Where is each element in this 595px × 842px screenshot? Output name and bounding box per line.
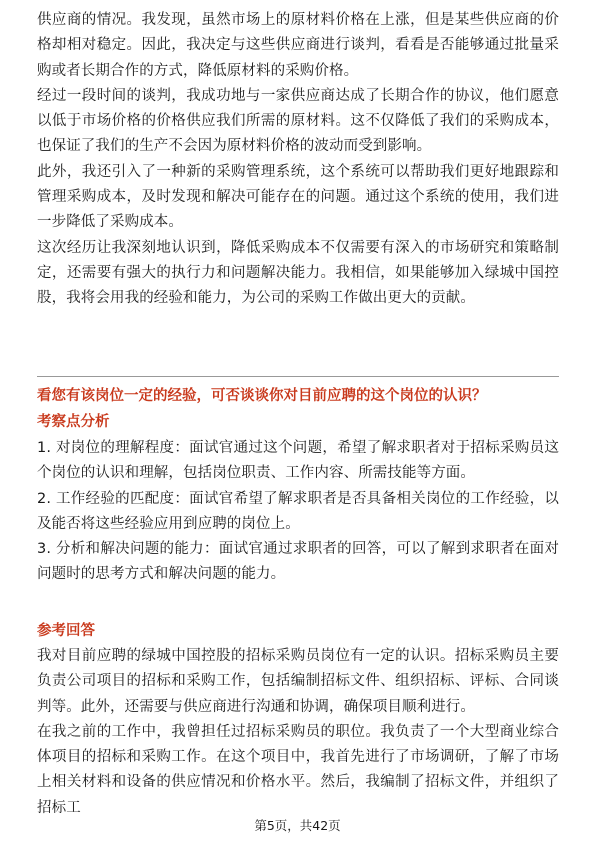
- analysis-point: 2. 工作经验的匹配度：面试官希望了解求职者是否具备相关岗位的工作经验，以及能否将这些经验应用到应聘的岗位上。: [37, 490, 559, 532]
- analysis-section: [37, 436, 559, 588]
- answer-paragraph: 在我之前的工作中，我曾担任过招标采购员的职位。我负责了一个大型商业综合体项目的招标和采购工作。在这个项目中，我首先进行了市场调研，了解了市场上相关材料和设备的供应情况和价格水平。然后，我编制了招标文件，并组织了招标工: [37, 723, 559, 816]
- answer-section: [37, 644, 559, 821]
- intro-paragraph: 经过一段时间的谈判，我成功地与一家供应商达成了长期合作的协议，他们愿意以低于市场价格的价格供应我们所需的原材料。这不仅降低了我们的采购成本，也保证了我们的生产不会因为原材料价格的波动而受到影响。: [37, 87, 559, 155]
- analysis-heading: 考察点分析: [37, 414, 110, 430]
- analysis-point: 1. 对岗位的理解程度：面试官通过这个问题，希望了解求职者对于招标采购员这个岗位的认识和理解，包括岗位职责、工作内容、所需技能等方面。: [37, 440, 559, 482]
- page-footer: 第5页，共42页: [254, 818, 341, 833]
- answer-heading: 参考回答: [37, 623, 95, 639]
- intro-paragraph: 此外，我还引入了一种新的采购管理系统，这个系统可以帮助我们更好地跟踪和管理采购成本，及时发现和解决可能存在的问题。通过这个系统的使用，我们进一步降低了采购成本。: [37, 163, 559, 231]
- intro-section: [37, 8, 559, 312]
- intro-paragraph: 这次经历让我深刻地认识到，降低采购成本不仅需要有深入的市场研究和策略制定，还需要有强大的执行力和问题解决能力。我相信，如果能够加入绿城中国控股，我将会用我的经验和能力，为公司的采购工作做出更大的贡献。: [37, 239, 559, 307]
- question-heading: 看您有该岗位一定的经验，可否谈谈你对目前应聘的这个岗位的认识？: [37, 388, 487, 404]
- section-divider: [37, 376, 559, 377]
- analysis-point: 3. 分析和解决问题的能力：面试官通过求职者的回答，可以了解到求职者在面对问题时的思考方式和解决问题的能力。: [37, 541, 559, 583]
- answer-paragraph: 我对目前应聘的绿城中国控股的招标采购员岗位有一定的认识。招标采购员主要负责公司项目的招标和采购工作，包括编制招标文件、组织招标、评标、合同谈判等。此外，还需要与供应商进行沟通和协调，确保项目顺利进行。: [37, 648, 559, 715]
- intro-paragraph: 供应商的情况。我发现，虽然市场上的原材料价格在上涨，但是某些供应商的价格却相对稳定。因此，我决定与这些供应商进行谈判，看看是否能够通过批量采购或者长期合作的方式，降低原材料的采购价格。: [37, 12, 559, 79]
